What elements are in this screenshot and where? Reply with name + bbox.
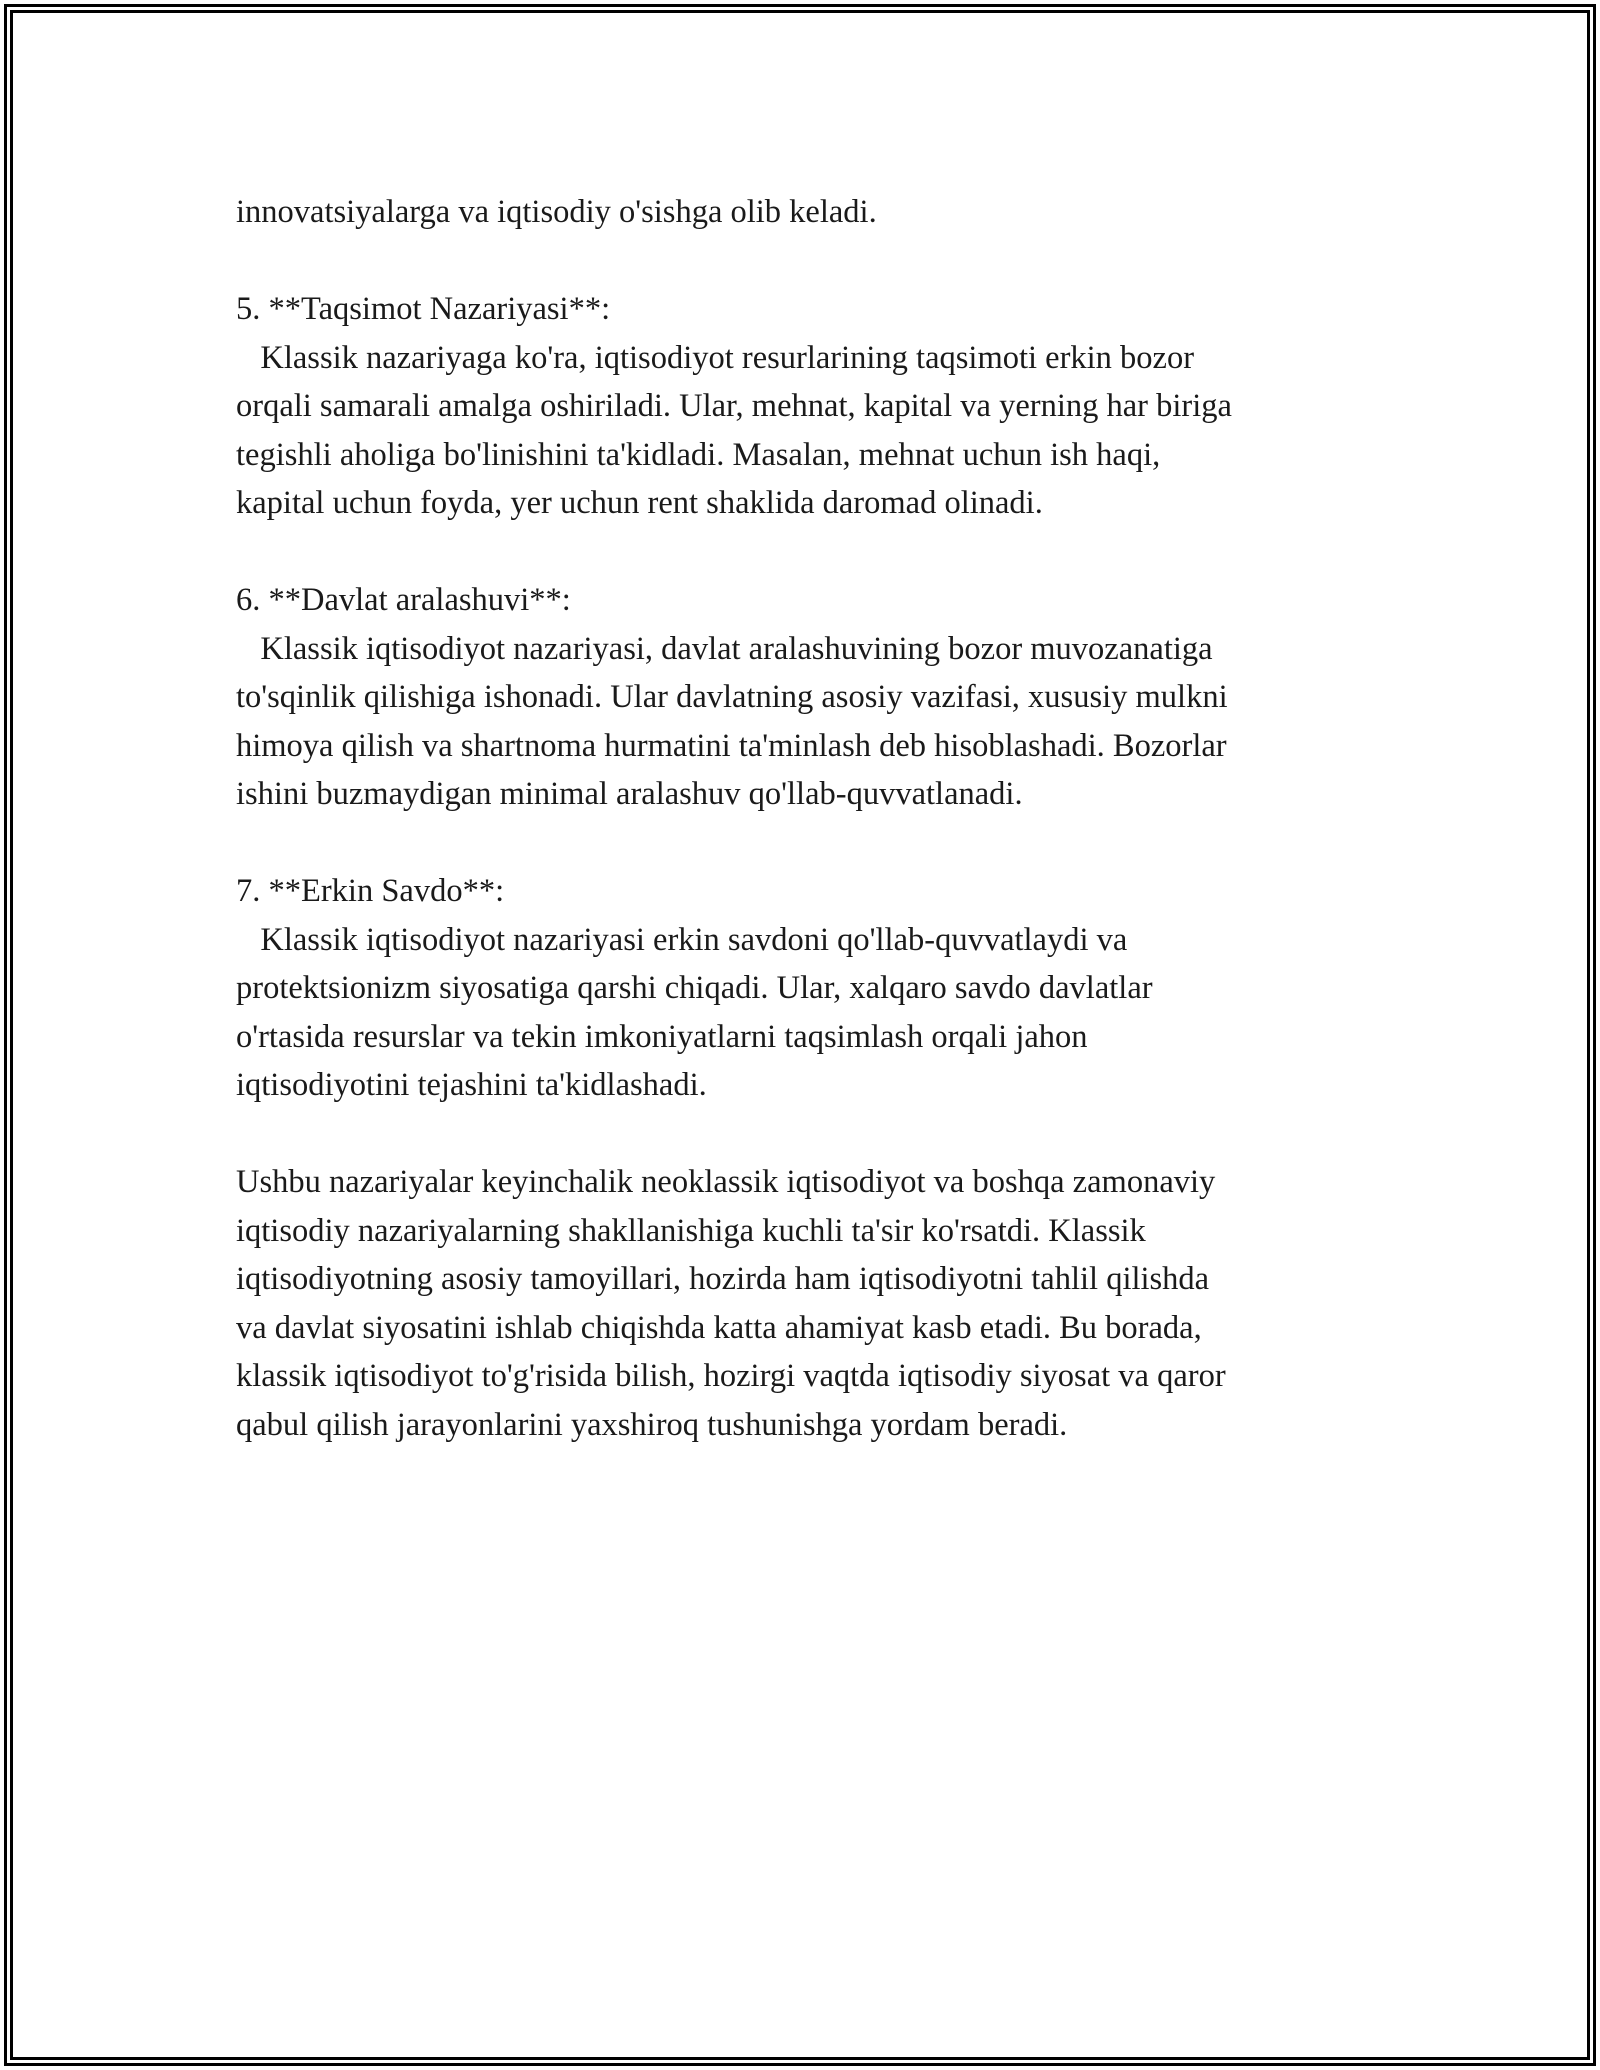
- conclusion-paragraph: [236, 1158, 1386, 1449]
- conclusion-line: va davlat siyosatini ishlab chiqishda katta ahamiyat kasb etadi. Bu borada,: [236, 1309, 1202, 1346]
- section-line: Klassik nazariyaga ko'ra, iqtisodiyot resurlarining taqsimoti erkin bozor: [236, 339, 1195, 376]
- section-line: himoya qilish va shartnoma hurmatini ta'minlash deb hisoblashadi. Bozorlar: [236, 727, 1227, 764]
- section-line: Klassik iqtisodiyot nazariyasi, davlat aralashuvining bozor muvozanatiga: [236, 630, 1213, 667]
- document-body: [236, 188, 1386, 1449]
- section-line: kapital uchun foyda, yer uchun rent shaklida daromad olinadi.: [236, 485, 1043, 521]
- paragraph-gap: [236, 1110, 1386, 1159]
- conclusion-line: qabul qilish jarayonlarini yaxshiroq tushunishga yordam beradi.: [236, 1406, 1068, 1443]
- section-heading: 7. **Erkin Savdo**:: [236, 873, 505, 909]
- paragraph-gap: [236, 528, 1386, 577]
- section-line: ishini buzmaydigan minimal aralashuv qo'llab-quvvatlanadi.: [236, 776, 1023, 812]
- section-line: o'rtasida resurslar va tekin imkoniyatlarni taqsimlash orqali jahon: [236, 1018, 1088, 1055]
- conclusion-line: Ushbu nazariyalar keyinchalik neoklassik iqtisodiyot va boshqa zamonaviy: [236, 1164, 1216, 1200]
- section-line: iqtisodiyotini tejashini ta'kidlashadi.: [236, 1067, 707, 1103]
- section-line: tegishli aholiga bo'linishini ta'kidladi. Masalan, mehnat uchun ish haqi,: [236, 436, 1161, 473]
- conclusion-line: iqtisodiyotning asosiy tamoyillari, hozirda ham iqtisodiyotni tahlil qilishda: [236, 1261, 1210, 1297]
- paragraph-gap: [236, 819, 1386, 868]
- section-state-intervention: [236, 576, 1386, 819]
- section-heading: 6. **Davlat aralashuvi**:: [236, 582, 571, 618]
- section-line: protektsionizm siyosatiga qarshi chiqadi. Ular, xalqaro savdo davlatlar: [236, 970, 1153, 1006]
- section-free-trade: [236, 867, 1386, 1110]
- section-line: orqali samarali amalga oshiriladi. Ular, mehnat, kapital va yerning har biriga: [236, 388, 1232, 424]
- section-line: Klassik iqtisodiyot nazariyasi erkin savdoni qo'llab-quvvatlaydi va: [236, 921, 1128, 958]
- paragraph-gap: [236, 237, 1386, 286]
- section-heading: 5. **Taqsimot Nazariyasi**:: [236, 291, 611, 327]
- conclusion-line: klassik iqtisodiyot to'g'risida bilish, hozirgi vaqtda iqtisodiy siyosat va qaror: [236, 1358, 1226, 1394]
- section-distribution-theory: [236, 285, 1386, 528]
- intro-line: innovatsiyalarga va iqtisodiy o'sishga olib keladi.: [236, 194, 877, 230]
- conclusion-line: iqtisodiy nazariyalarning shakllanishiga kuchli ta'sir ko'rsatdi. Klassik: [236, 1212, 1146, 1249]
- section-line: to'sqinlik qilishiga ishonadi. Ular davlatning asosiy vazifasi, xususiy mulkni: [236, 679, 1228, 715]
